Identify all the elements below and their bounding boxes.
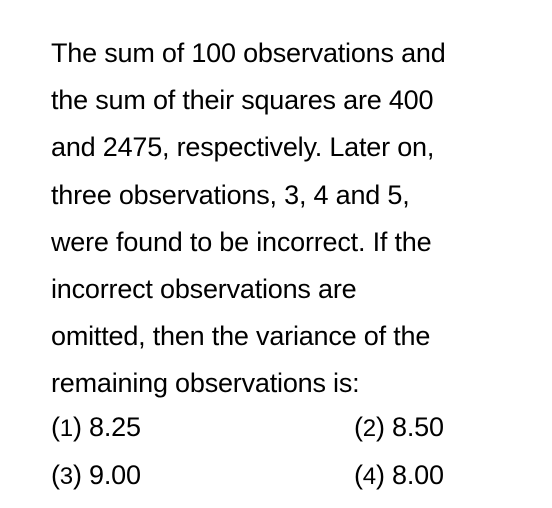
question-line-7: omitted, then the variance of the bbox=[51, 321, 431, 352]
option-3-number: 3 bbox=[59, 463, 73, 491]
option-3[interactable]: (3) 9.00 bbox=[51, 460, 141, 491]
question-line-5: were found to be incorrect. If the bbox=[51, 226, 432, 257]
option-2-value: 8.50 bbox=[392, 412, 444, 442]
option-2-number: 2 bbox=[362, 415, 376, 442]
option-1-number: 1 bbox=[59, 415, 73, 442]
question-text bbox=[51, 30, 546, 408]
question-line-4: three observations, 3, 4 and 5, bbox=[51, 179, 410, 210]
question-line-2: the sum of their squares are 400 bbox=[51, 85, 434, 116]
question-line-1: The sum of 100 observations and bbox=[51, 38, 446, 68]
question-line-8: remaining observations is: bbox=[51, 368, 360, 399]
option-4-value: 8.00 bbox=[392, 460, 444, 491]
question-line-6: incorrect observations are bbox=[51, 274, 357, 305]
option-2[interactable]: (2) 8.50 bbox=[354, 412, 444, 442]
option-1[interactable]: (1) 8.25 bbox=[51, 412, 141, 442]
option-3-value: 9.00 bbox=[89, 460, 141, 491]
question-line-3: and 2475, respectively. Later on, bbox=[51, 132, 435, 163]
option-4[interactable]: (4) 8.00 bbox=[354, 460, 444, 491]
answer-options bbox=[51, 404, 546, 500]
option-4-number: 4 bbox=[362, 463, 376, 491]
options-row-2 bbox=[51, 452, 546, 500]
options-row-1 bbox=[51, 404, 546, 452]
option-1-value: 8.25 bbox=[89, 412, 141, 442]
